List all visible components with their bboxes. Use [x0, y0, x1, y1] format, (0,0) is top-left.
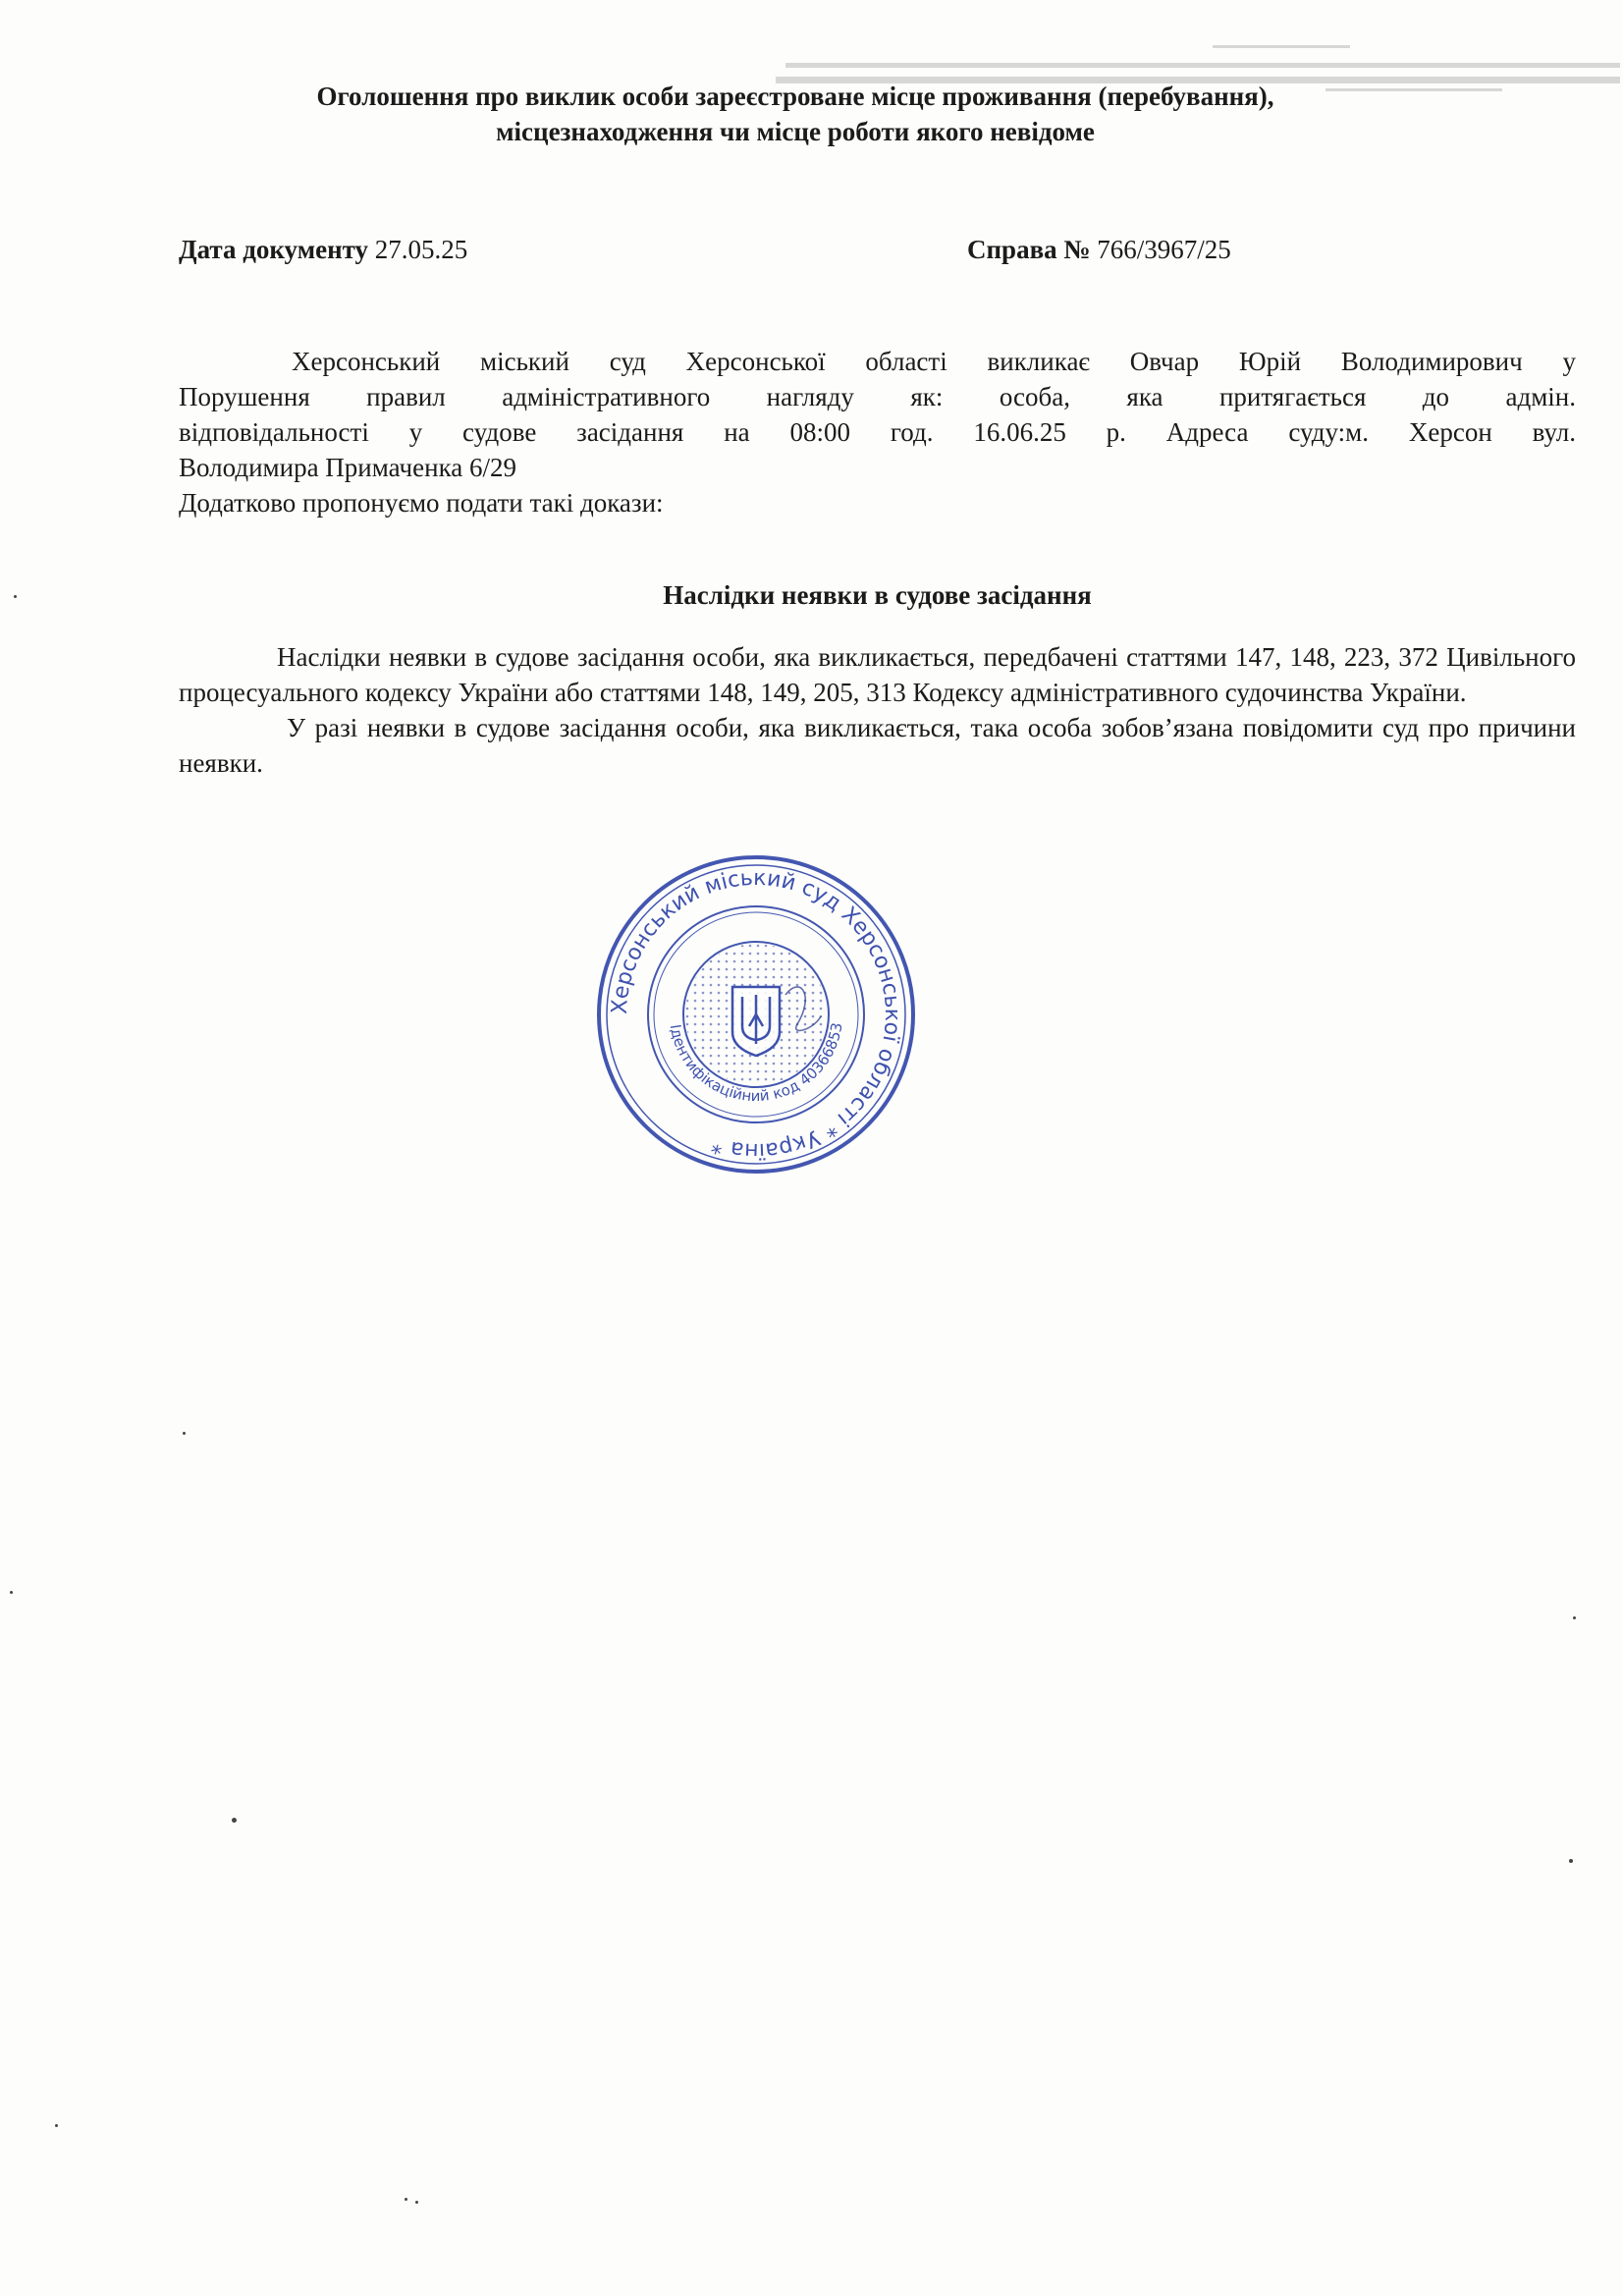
consequences-paragraph-2: У разі неявки в судове засідання особи, яка викликається, така особа зобов’язана повідомити суд про причини неявки.: [179, 713, 1576, 778]
summons-line-3: відповідальності у судове засідання на 08:00 год. 16.06.25 р. Адреса суду:м. Херсон вул.: [179, 417, 1576, 447]
consequences-title: Наслідки неявки в судове засідання: [663, 580, 1092, 610]
heading-line-2: місцезнаходження чи місце роботи якого невідоме: [496, 117, 1095, 146]
seal-inner-text: Ідентифікаційний код 40366853: [666, 1021, 846, 1106]
case-value: 766/3967/25: [1097, 235, 1231, 264]
scan-speck: [10, 1591, 13, 1594]
date-label: Дата документу: [179, 235, 369, 264]
heading-line-1: Оголошення про виклик особи зареєстроване місце проживання (перебування),: [316, 82, 1274, 111]
document-heading: [157, 79, 1434, 149]
scan-speck: [55, 2124, 58, 2127]
court-seal-stamp: [589, 847, 923, 1181]
scan-speck: [183, 1432, 186, 1435]
consequences-body: [179, 639, 1576, 781]
scan-speck: [405, 2198, 407, 2201]
case-label: Справа №: [967, 235, 1091, 264]
case-number: [967, 232, 1231, 267]
scan-speck: [232, 1818, 237, 1823]
summons-line-2: Порушення правил адміністративного нагляду як: особа, яка притягається до адмін.: [179, 382, 1576, 411]
scan-speck: [415, 2201, 418, 2204]
summons-paragraph: [179, 344, 1576, 520]
trident-icon: [732, 987, 780, 1056]
scan-speck: [14, 595, 17, 598]
scan-speck: [1569, 1859, 1573, 1863]
date-value: 27.05.25: [374, 235, 468, 264]
seal-outer-text: Херсонський міський суд Херсонської області * Україна *: [607, 865, 905, 1164]
scan-speck: [1573, 1616, 1576, 1619]
summons-line-5: Додатково пропонуємо подати такі докази:: [179, 488, 664, 518]
consequences-paragraph-1: Наслідки неявки в судове засідання особи, яка викликається, передбачені статтями 147, 148, 223, 372 Цивільного процесуального кодексу України або статтями 148, 149, 205, 313 Кодексу адміністративного судочинства України.: [179, 642, 1576, 707]
summons-line-1: Херсонський міський суд Херсонської області викликає Овчар Юрій Володимирович у: [292, 347, 1576, 376]
document-date: [179, 232, 467, 267]
summons-line-4: Володимира Примаченка 6/29: [179, 453, 517, 482]
